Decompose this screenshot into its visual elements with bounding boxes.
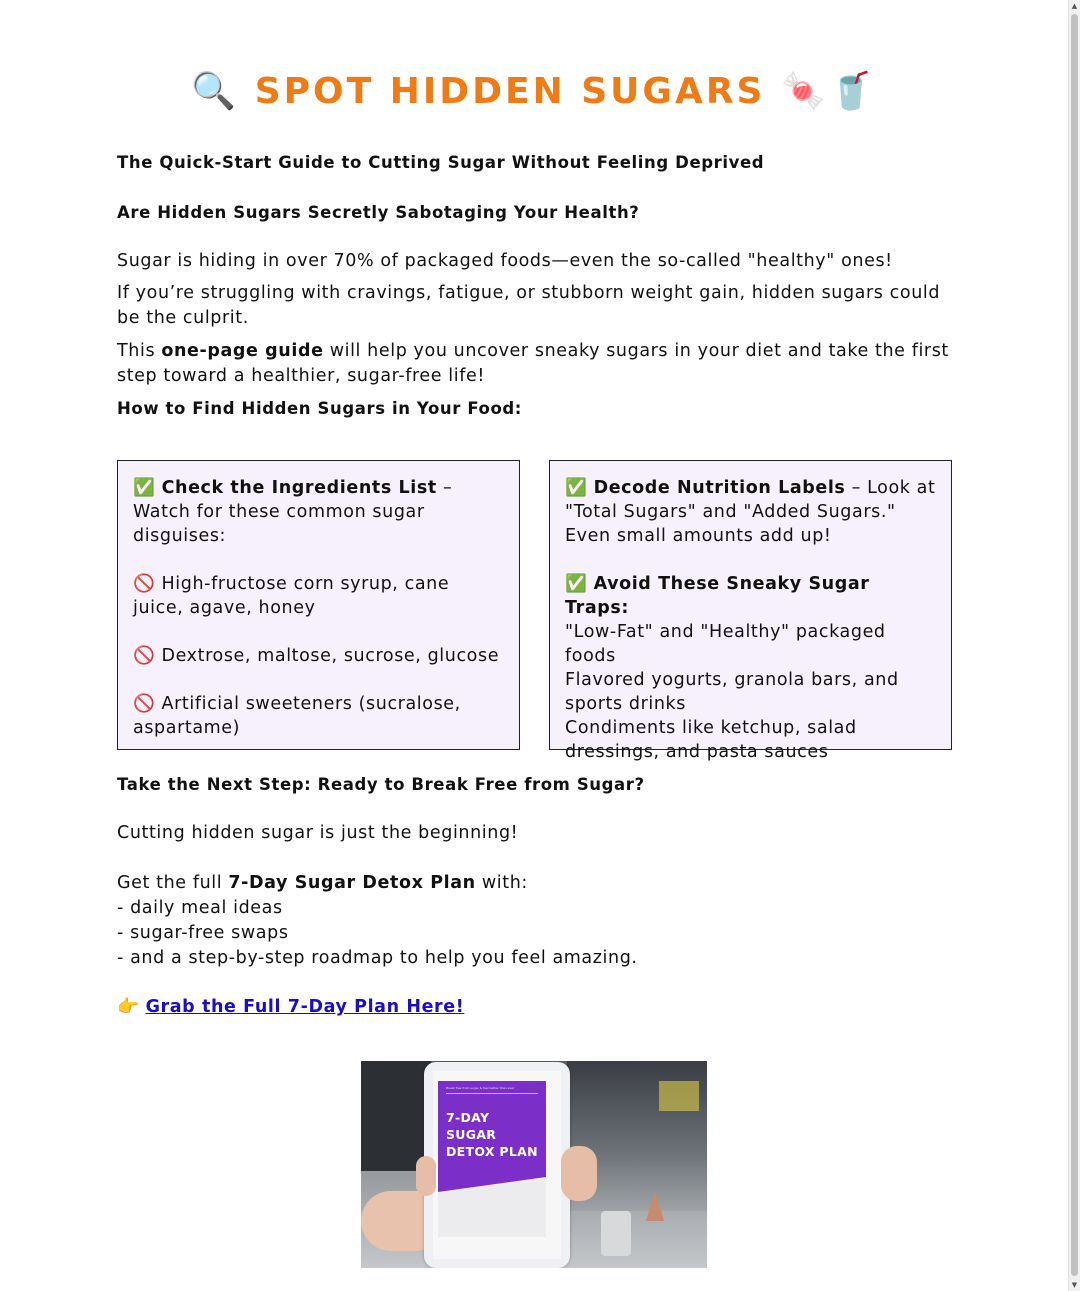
right-hand	[561, 1146, 597, 1201]
check-ingredients-tail: – Watch for these common sugar disguises:	[133, 478, 453, 546]
check-mark-icon: ✅	[565, 478, 588, 498]
check-mark-icon: ✅	[565, 574, 588, 594]
decode-labels-heading: Decode Nutrition Labels	[593, 478, 846, 498]
next-step-heading: Take the Next Step: Ready to Break Free from Sugar?	[117, 775, 645, 794]
ebook-cover-tagline: Break free from sugar & feel better than ever	[446, 1086, 515, 1090]
check-ingredients-heading: Check the Ingredients List	[161, 478, 437, 498]
pointing-hand-icon: 👉	[117, 997, 140, 1017]
ebook-cover-title: 7-DAY SUGAR DETOX PLAN	[446, 1110, 538, 1159]
intro-paragraph-3	[117, 339, 952, 389]
detox-plan-name: 7-Day Sugar Detox Plan	[228, 873, 476, 893]
scroll-up-arrow-icon[interactable]: ▲	[1071, 2, 1078, 10]
plan-bullet: - sugar-free swaps	[117, 923, 289, 943]
one-page-guide-text: one-page guide	[161, 341, 324, 361]
sugar-disguise-item: 🚫 Artificial sweeteners (sucralose, aspartame)	[133, 694, 461, 738]
nutrition-card	[549, 460, 952, 762]
detox-plan-line	[117, 871, 952, 896]
question-heading: Are Hidden Sugars Secretly Sabotaging Your Health?	[117, 203, 640, 222]
ebook-cover-divider	[446, 1093, 538, 1094]
check-mark-icon: ✅	[133, 478, 156, 498]
ingredients-card	[117, 460, 520, 750]
tablet-screen	[433, 1071, 561, 1259]
sugar-trap-item: Flavored yogurts, granola bars, and sports drinks	[565, 670, 899, 714]
grab-plan-link[interactable]: Grab the Full 7-Day Plan Here!	[145, 997, 465, 1017]
spacer	[133, 548, 504, 572]
sugar-traps-heading-line	[565, 572, 936, 620]
background-chair	[659, 1081, 699, 1111]
ingredients-card-heading	[133, 476, 504, 548]
plan-bullet: - daily meal ideas	[117, 898, 283, 918]
sugar-disguise-item: 🚫 High-fructose corn syrup, cane juice, agave, honey	[133, 574, 450, 618]
cta-line	[117, 995, 952, 1020]
spacer	[133, 620, 504, 644]
guide-subtitle: The Quick-Start Guide to Cutting Sugar Without Feeling Deprived	[117, 153, 765, 172]
left-hand-fingers	[416, 1156, 436, 1196]
intro-p3-suffix: will help you uncover sneaky sugars in your diet and take the first step toward a healthier, sugar-free life!	[117, 341, 949, 386]
spacer	[565, 548, 936, 572]
sugar-disguise-item: 🚫 Dextrose, maltose, sucrose, glucose	[133, 646, 500, 666]
scroll-down-arrow-icon[interactable]: ▼	[1071, 1281, 1078, 1289]
intro-paragraph-2: If you’re struggling with cravings, fatigue, or stubborn weight gain, hidden sugars could be the culprit.	[117, 283, 941, 328]
scrollbar-thumb[interactable]	[1071, 14, 1078, 1276]
decode-labels-tail: – Look at "Total Sugars" and "Added Sugars." Even small amounts add up!	[565, 478, 936, 546]
sugar-trap-item: "Low-Fat" and "Healthy" packaged foods	[565, 622, 886, 666]
next-step-paragraph: Cutting hidden sugar is just the beginning!	[117, 823, 519, 843]
detox-plan-suffix: with:	[475, 873, 528, 893]
desk-stand	[601, 1211, 631, 1256]
spacer	[133, 668, 504, 692]
detox-plan-prefix: Get the full	[117, 873, 229, 893]
tablet-device	[424, 1062, 570, 1268]
detox-plan-product-image	[361, 1061, 707, 1268]
intro-p3-prefix: This	[117, 341, 162, 361]
sugar-trap-item: Condiments like ketchup, salad dressings, and pasta sauces	[565, 718, 857, 762]
vertical-scrollbar[interactable]	[1068, 0, 1080, 1291]
page-title: 🔍 SPOT HIDDEN SUGARS 🍬🥤	[191, 71, 877, 112]
plan-bullet: - and a step-by-step roadmap to help you feel amazing.	[117, 948, 638, 968]
intro-paragraph-1: Sugar is hiding in over 70% of packaged foods—even the so-called "healthy" ones!	[117, 251, 893, 271]
how-to-heading: How to Find Hidden Sugars in Your Food:	[117, 399, 523, 418]
nutrition-labels-block	[565, 476, 936, 548]
background-monitor	[361, 1061, 431, 1171]
sugar-traps-heading: Avoid These Sneaky Sugar Traps:	[565, 574, 870, 618]
